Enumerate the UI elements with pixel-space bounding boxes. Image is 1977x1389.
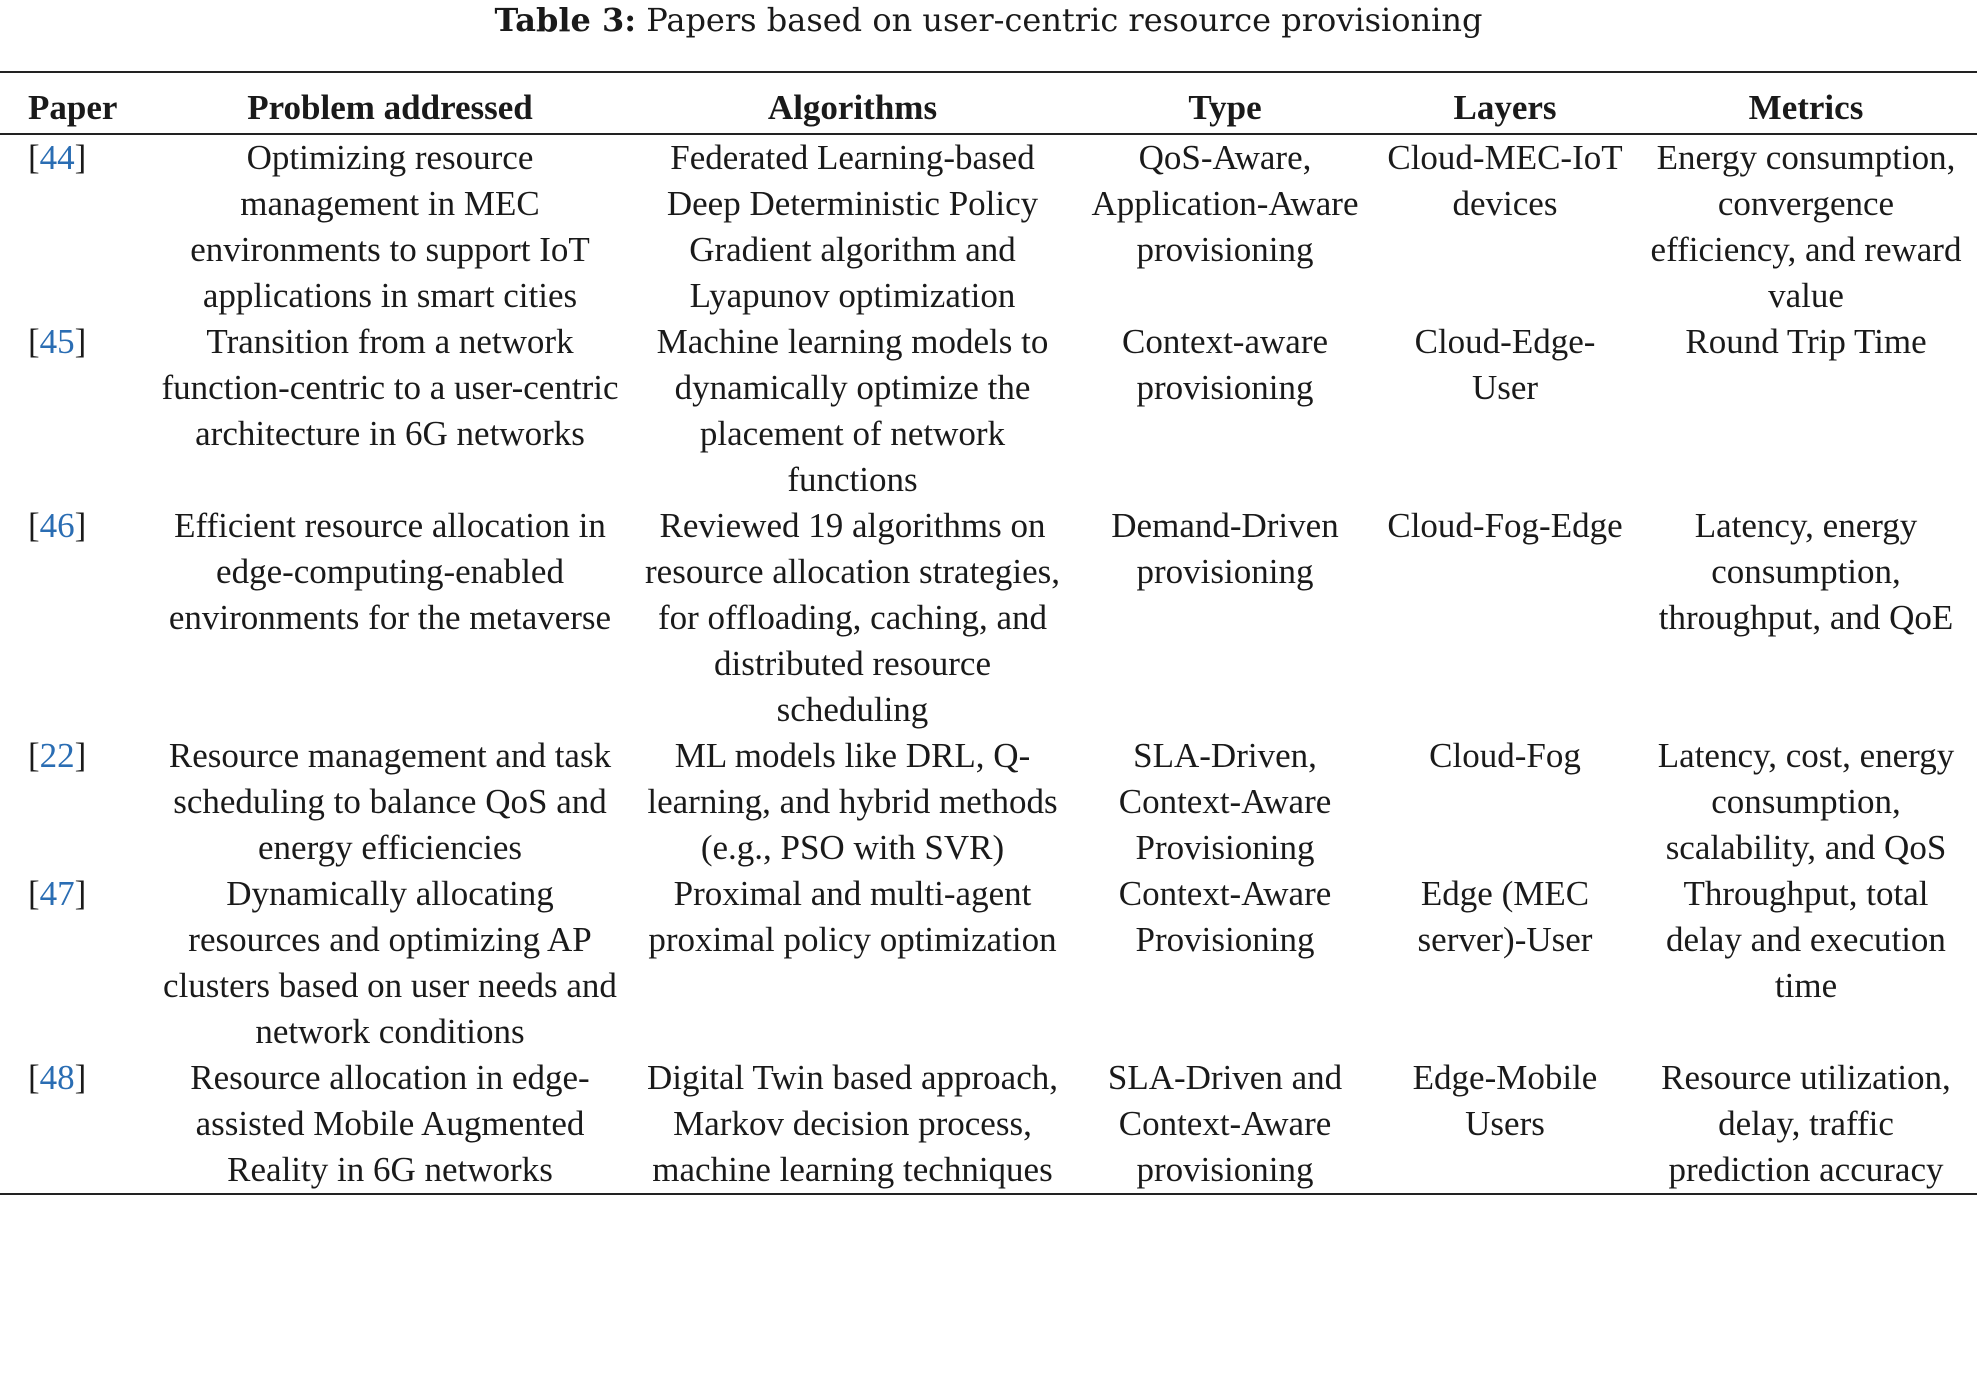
- header-row: [0, 72, 1977, 134]
- papers-table: [0, 71, 1977, 1195]
- algorithms-cell: Reviewed 19 algorithms on resource allocation strategies, for offloading, caching, and distributed resource scheduling: [645, 506, 1060, 729]
- metrics-cell: Latency, cost, energy consumption, scalability, and QoS: [1657, 736, 1955, 867]
- caption-label: Table 3:: [494, 1, 637, 39]
- type-cell: QoS-Aware, Application-Aware provisioning: [1091, 138, 1359, 269]
- table-row: [0, 733, 1977, 871]
- algorithms-cell: Machine learning models to dynamically optimize the placement of network functions: [656, 322, 1049, 499]
- caption-text: Papers based on user-centric resource provisioning: [646, 1, 1483, 39]
- citation-link[interactable]: 48: [39, 1058, 75, 1097]
- citation-link[interactable]: 46: [39, 506, 75, 545]
- citation-link[interactable]: 47: [39, 874, 75, 913]
- header-layers: Layers: [1453, 88, 1557, 127]
- metrics-cell: Throughput, total delay and execution time: [1666, 874, 1946, 1005]
- table-row: [0, 871, 1977, 1055]
- algorithms-cell: ML models like DRL, Q-learning, and hybrid methods (e.g., PSO with SVR): [647, 736, 1058, 867]
- type-cell: SLA-Driven and Context-Aware provisioning: [1107, 1058, 1343, 1189]
- paper-ref-cell: [45]: [28, 322, 87, 361]
- layers-cell: Cloud-Edge-User: [1414, 322, 1596, 407]
- citation-link[interactable]: 44: [39, 138, 75, 177]
- problem-cell: Resource allocation in edge-assisted Mobile Augmented Reality in 6G networks: [190, 1058, 590, 1189]
- citation-link[interactable]: 22: [39, 736, 75, 775]
- paper-ref-cell: [47]: [28, 874, 87, 913]
- header-algorithms: Algorithms: [767, 88, 938, 127]
- layers-cell: Cloud-Fog: [1429, 736, 1581, 775]
- header-type: Type: [1188, 88, 1262, 127]
- citation-link[interactable]: 45: [39, 322, 75, 361]
- problem-cell: Resource management and task scheduling to balance QoS and energy efficiencies: [168, 736, 612, 867]
- header-metrics: Metrics: [1748, 88, 1864, 127]
- paper-ref-cell: [46]: [28, 506, 87, 545]
- layers-cell: Edge-Mobile Users: [1412, 1058, 1598, 1143]
- type-cell: SLA-Driven, Context-Aware Provisioning: [1118, 736, 1332, 867]
- paper-ref-cell: [44]: [28, 138, 87, 177]
- layers-cell: Cloud-MEC-IoT devices: [1387, 138, 1623, 223]
- table-row: [0, 319, 1977, 503]
- layers-cell: Edge (MEC server)-User: [1417, 874, 1593, 959]
- layers-cell: Cloud-Fog-Edge: [1387, 506, 1623, 545]
- paper-ref-cell: [48]: [28, 1058, 87, 1097]
- algorithms-cell: Federated Learning-based Deep Deterministic Policy Gradient algorithm and Lyapunov optimization: [666, 138, 1039, 315]
- problem-cell: Efficient resource allocation in edge-computing-enabled environments for the metaverse: [168, 506, 612, 637]
- table-row: [0, 134, 1977, 319]
- table-row: [0, 1055, 1977, 1194]
- algorithms-cell: Proximal and multi-agent proximal policy optimization: [648, 874, 1057, 959]
- metrics-cell: Round Trip Time: [1685, 322, 1927, 361]
- type-cell: Demand-Driven provisioning: [1111, 506, 1339, 591]
- algorithms-cell: Digital Twin based approach, Markov decision process, machine learning techniques: [647, 1058, 1058, 1189]
- metrics-cell: Energy consumption, convergence efficiency, and reward value: [1650, 138, 1962, 315]
- paper-ref-cell: [22]: [28, 736, 87, 775]
- problem-cell: Optimizing resource management in MEC environments to support IoT applications in smart cities: [190, 138, 590, 315]
- problem-cell: Transition from a network function-centric to a user-centric architecture in 6G networks: [161, 322, 619, 453]
- type-cell: Context-Aware Provisioning: [1118, 874, 1332, 959]
- table-caption: [0, 0, 1977, 40]
- header-paper: Paper: [28, 88, 118, 127]
- header-problem: Problem addressed: [247, 88, 533, 127]
- metrics-cell: Resource utilization, delay, traffic prediction accuracy: [1661, 1058, 1951, 1189]
- type-cell: Context-aware provisioning: [1121, 322, 1329, 407]
- metrics-cell: Latency, energy consumption, throughput, and QoE: [1658, 506, 1954, 637]
- table-row: [0, 503, 1977, 733]
- problem-cell: Dynamically allocating resources and optimizing AP clusters based on user needs and network conditions: [163, 874, 617, 1051]
